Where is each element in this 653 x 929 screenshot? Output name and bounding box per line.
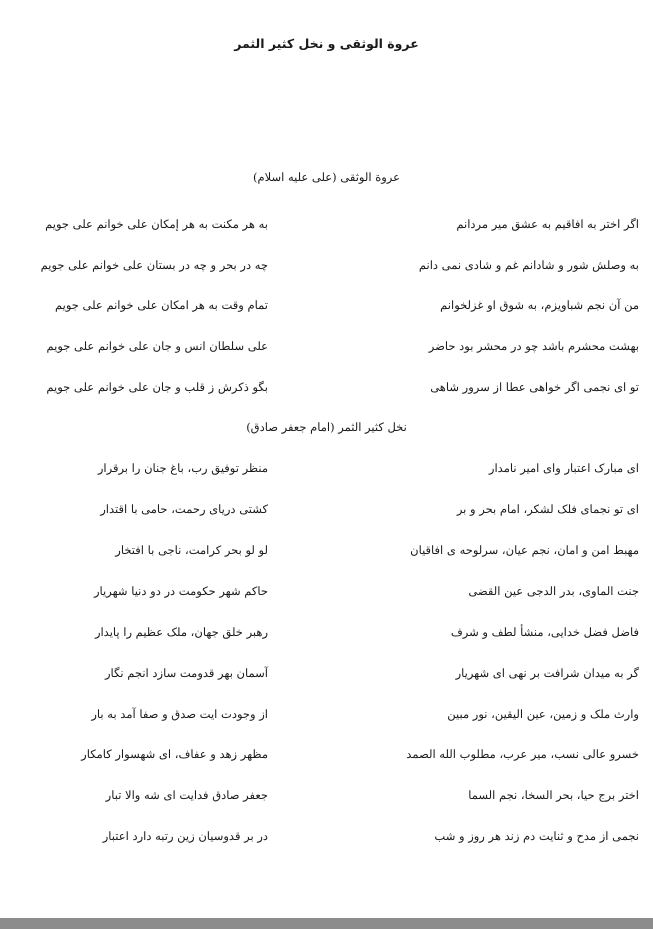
verse-first-hemistich: وارث ملک و زمین، عین الیقین، نور مبین [447,707,639,721]
verse-line [0,298,653,318]
verse-line [0,543,653,563]
verse-first-hemistich: به وصلش شور و شادانم غم و شادی نمی دانم [418,258,639,272]
verse-line [0,258,653,278]
verse-line [0,666,653,686]
section-heading-urwa: عروة الوثقی (علی علیه اسلام) [253,170,400,184]
verse-line [0,339,653,359]
verse-line [0,707,653,727]
verse-line [0,380,653,400]
verse-line [0,625,653,645]
verse-first-hemistich: تو ای نجمی اگر خواهی عطا از سرور شاهی [430,380,639,394]
verse-first-hemistich: نجمی از مدح و ثنایت دم زند هر روز و شب [434,829,639,843]
verse-line [0,829,653,849]
verse-second-hemistich: چه در بحر و چه در بستان علی خوانم علی جویم [40,258,268,272]
verse-second-hemistich: به هر مکنت به هر إمکان علی خوانم علی جویم [45,217,268,231]
verse-second-hemistich: حاکم شهر حکومت در دو دنیا شهریار [94,584,268,598]
verse-line [0,788,653,808]
verse-line [0,502,653,522]
verse-second-hemistich: منظر توفیق رب، باغ جنان را برقرار [97,461,268,475]
bottom-divider-bar [0,918,653,929]
verse-second-hemistich: رهبر خلق جهان، ملک عظیم را پایدار [94,625,268,639]
verse-first-hemistich: من آن نجم شباویزم، به شوق او غزلخوانم [440,298,639,312]
verse-first-hemistich: بهشت محشرم باشد چو در محشر بود حاضر [428,339,639,353]
verse-first-hemistich: فاضل فضل خدایی، منشأ لطف و شرف [450,625,639,639]
verse-second-hemistich: مظهر زهد و عفاف، ای شهسوار کامکار [81,747,268,761]
verse-first-hemistich: مهبط امن و امان، نجم عیان، سرلوحه ی افاقیان [410,543,639,557]
verse-line [0,747,653,767]
verse-second-hemistich: کشتی دریای رحمت، حامی با اقتدار [100,502,268,516]
verse-first-hemistich: جنت الماوی، بدر الدجی عین القضی [468,584,639,598]
verse-first-hemistich: خسرو عالی نسب، میر عرب، مطلوب الله الصمد [406,747,639,761]
verse-second-hemistich: تمام وقت به هر امکان علی خوانم علی جویم [54,298,268,312]
verse-line [0,461,653,481]
verse-second-hemistich: از وجودت ایت صدق و صفا آمد به بار [91,707,268,721]
verse-second-hemistich: جعفر صادق فدایت ای شه والا تبار [105,788,268,802]
verse-first-hemistich: اختر برج حیا، بحر السخا، نجم السما [468,788,639,802]
verse-first-hemistich: ای مبارک اعتبار وای امیر نامدار [488,461,639,475]
document-title: عروة الوثقی و نخل کثیر الثمر [234,36,419,51]
verse-second-hemistich: آسمان بهر قدومت سازد انجم نگار [105,666,268,680]
verse-line [0,584,653,604]
verse-first-hemistich: ای تو نجمای فلک لشکر، امام بحر و بر [456,502,639,516]
verse-first-hemistich: اگر اختر به افاقیم به عشق میر مردانم [456,217,639,231]
section-heading-nakhl: نخل کثیر الثمر (امام جعفر صادق) [246,420,407,434]
verse-second-hemistich: لو لو بحر کرامت، ناجی با افتخار [115,543,268,557]
verse-first-hemistich: گر به میدان شرافت بر نهی ای شهریار [455,666,639,680]
verse-second-hemistich: بگو ذکرش ز قلب و جان علی خوانم علی جویم [46,380,268,394]
verse-line [0,217,653,237]
verse-second-hemistich: علی سلطان انس و جان علی خوانم علی جویم [46,339,268,353]
verse-second-hemistich: در بر قدوسیان زین رتبه دارد اعتبار [102,829,268,843]
